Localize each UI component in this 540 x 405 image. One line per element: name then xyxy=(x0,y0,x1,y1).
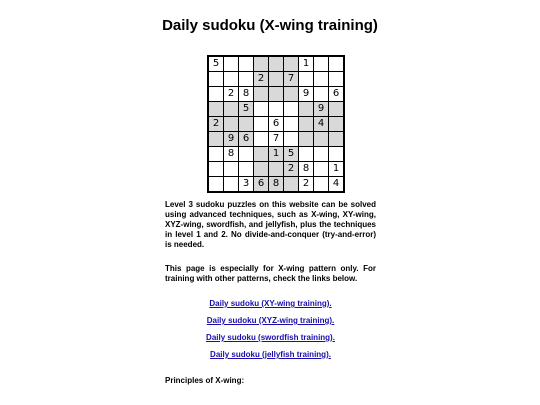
sudoku-cell[interactable] xyxy=(269,102,283,116)
sudoku-cell[interactable] xyxy=(239,117,253,131)
sudoku-cell[interactable] xyxy=(254,147,268,161)
sudoku-cell[interactable] xyxy=(269,57,283,71)
sudoku-cell[interactable] xyxy=(254,132,268,146)
sudoku-cell: 6 xyxy=(329,87,343,101)
sudoku-cell[interactable] xyxy=(254,117,268,131)
sudoku-cell: 2 xyxy=(284,162,298,176)
sudoku-cell[interactable] xyxy=(209,162,223,176)
sudoku-cell: 4 xyxy=(314,117,328,131)
sudoku-cell[interactable] xyxy=(329,72,343,86)
sudoku-cell[interactable] xyxy=(269,162,283,176)
sudoku-cell: 4 xyxy=(329,177,343,191)
link-jellyfish[interactable]: Daily sudoku (jellyfish training). xyxy=(210,350,331,359)
sudoku-cell: 2 xyxy=(224,87,238,101)
intro-paragraph: Level 3 sudoku puzzles on this website can be solved using advanced techniques, such as X-wing, XY-wing, XYZ-wing, swordfish, and jellyfish, plus the techniques in level 1 and 2. No divide-and-conquer (try-and-error) is needed. xyxy=(165,200,376,249)
sudoku-cell[interactable] xyxy=(254,87,268,101)
sudoku-cell[interactable] xyxy=(269,87,283,101)
principles-heading: Principles of X-wing: xyxy=(165,376,245,385)
sudoku-cell[interactable] xyxy=(209,102,223,116)
sudoku-cell: 8 xyxy=(299,162,313,176)
sudoku-cell[interactable] xyxy=(239,147,253,161)
sudoku-cell[interactable] xyxy=(209,147,223,161)
sudoku-cell[interactable] xyxy=(224,117,238,131)
sudoku-cell: 7 xyxy=(269,132,283,146)
sudoku-cell: 9 xyxy=(224,132,238,146)
sudoku-cell: 8 xyxy=(239,87,253,101)
sudoku-cell[interactable] xyxy=(209,177,223,191)
sudoku-grid xyxy=(207,55,345,193)
sudoku-cell: 6 xyxy=(239,132,253,146)
sudoku-cell[interactable] xyxy=(284,57,298,71)
sudoku-cell[interactable] xyxy=(329,132,343,146)
sudoku-cell[interactable] xyxy=(314,87,328,101)
sudoku-cell[interactable] xyxy=(209,72,223,86)
sudoku-cell: 9 xyxy=(314,102,328,116)
sudoku-cell[interactable] xyxy=(224,57,238,71)
sudoku-cell[interactable] xyxy=(254,57,268,71)
sudoku-cell[interactable] xyxy=(284,132,298,146)
sudoku-cell[interactable] xyxy=(299,72,313,86)
sudoku-cell: 5 xyxy=(209,57,223,71)
link-swordfish[interactable]: Daily sudoku (swordfish training). xyxy=(206,333,335,342)
sudoku-cell: 9 xyxy=(299,87,313,101)
sudoku-cell[interactable] xyxy=(329,147,343,161)
sudoku-cell[interactable] xyxy=(314,72,328,86)
page-title: Daily sudoku (X-wing training) xyxy=(162,17,378,34)
sudoku-cell: 1 xyxy=(299,57,313,71)
sudoku-cell[interactable] xyxy=(239,162,253,176)
sudoku-cell[interactable] xyxy=(224,177,238,191)
sudoku-cell[interactable] xyxy=(299,102,313,116)
sudoku-cell[interactable] xyxy=(314,132,328,146)
sudoku-cell[interactable] xyxy=(299,147,313,161)
sudoku-cell[interactable] xyxy=(224,102,238,116)
sudoku-cell[interactable] xyxy=(284,87,298,101)
sudoku-cell[interactable] xyxy=(299,132,313,146)
sudoku-cell: 1 xyxy=(329,162,343,176)
sudoku-cell[interactable] xyxy=(254,102,268,116)
sudoku-cell[interactable] xyxy=(224,72,238,86)
sudoku-cell: 6 xyxy=(254,177,268,191)
sudoku-cell[interactable] xyxy=(314,162,328,176)
sudoku-cell[interactable] xyxy=(329,117,343,131)
link-xyz-wing[interactable]: Daily sudoku (XYZ-wing training). xyxy=(206,316,335,325)
sudoku-cell[interactable] xyxy=(329,57,343,71)
sudoku-cell[interactable] xyxy=(224,162,238,176)
sudoku-cell[interactable] xyxy=(314,147,328,161)
sudoku-cell: 8 xyxy=(224,147,238,161)
sudoku-cell: 7 xyxy=(284,72,298,86)
sudoku-cell[interactable] xyxy=(284,177,298,191)
sudoku-cell[interactable] xyxy=(314,57,328,71)
sudoku-cell: 5 xyxy=(284,147,298,161)
sudoku-cell[interactable] xyxy=(314,177,328,191)
sudoku-cell[interactable] xyxy=(254,162,268,176)
sudoku-cell: 2 xyxy=(299,177,313,191)
sudoku-cell[interactable] xyxy=(269,72,283,86)
sudoku-cell: 5 xyxy=(239,102,253,116)
sudoku-cell[interactable] xyxy=(239,72,253,86)
sudoku-cell[interactable] xyxy=(209,132,223,146)
link-xy-wing[interactable]: Daily sudoku (XY-wing training). xyxy=(209,299,332,308)
xwing-paragraph: This page is especially for X-wing pattern only. For training with other patterns, check the links below. xyxy=(165,264,376,283)
sudoku-cell[interactable] xyxy=(284,102,298,116)
sudoku-cell: 1 xyxy=(269,147,283,161)
sudoku-cell[interactable] xyxy=(209,87,223,101)
sudoku-cell: 3 xyxy=(239,177,253,191)
sudoku-cell[interactable] xyxy=(239,57,253,71)
sudoku-cell: 8 xyxy=(269,177,283,191)
sudoku-cell[interactable] xyxy=(329,102,343,116)
sudoku-cell[interactable] xyxy=(284,117,298,131)
sudoku-cell: 2 xyxy=(254,72,268,86)
sudoku-cell: 6 xyxy=(269,117,283,131)
sudoku-cell: 2 xyxy=(209,117,223,131)
sudoku-cell[interactable] xyxy=(299,117,313,131)
